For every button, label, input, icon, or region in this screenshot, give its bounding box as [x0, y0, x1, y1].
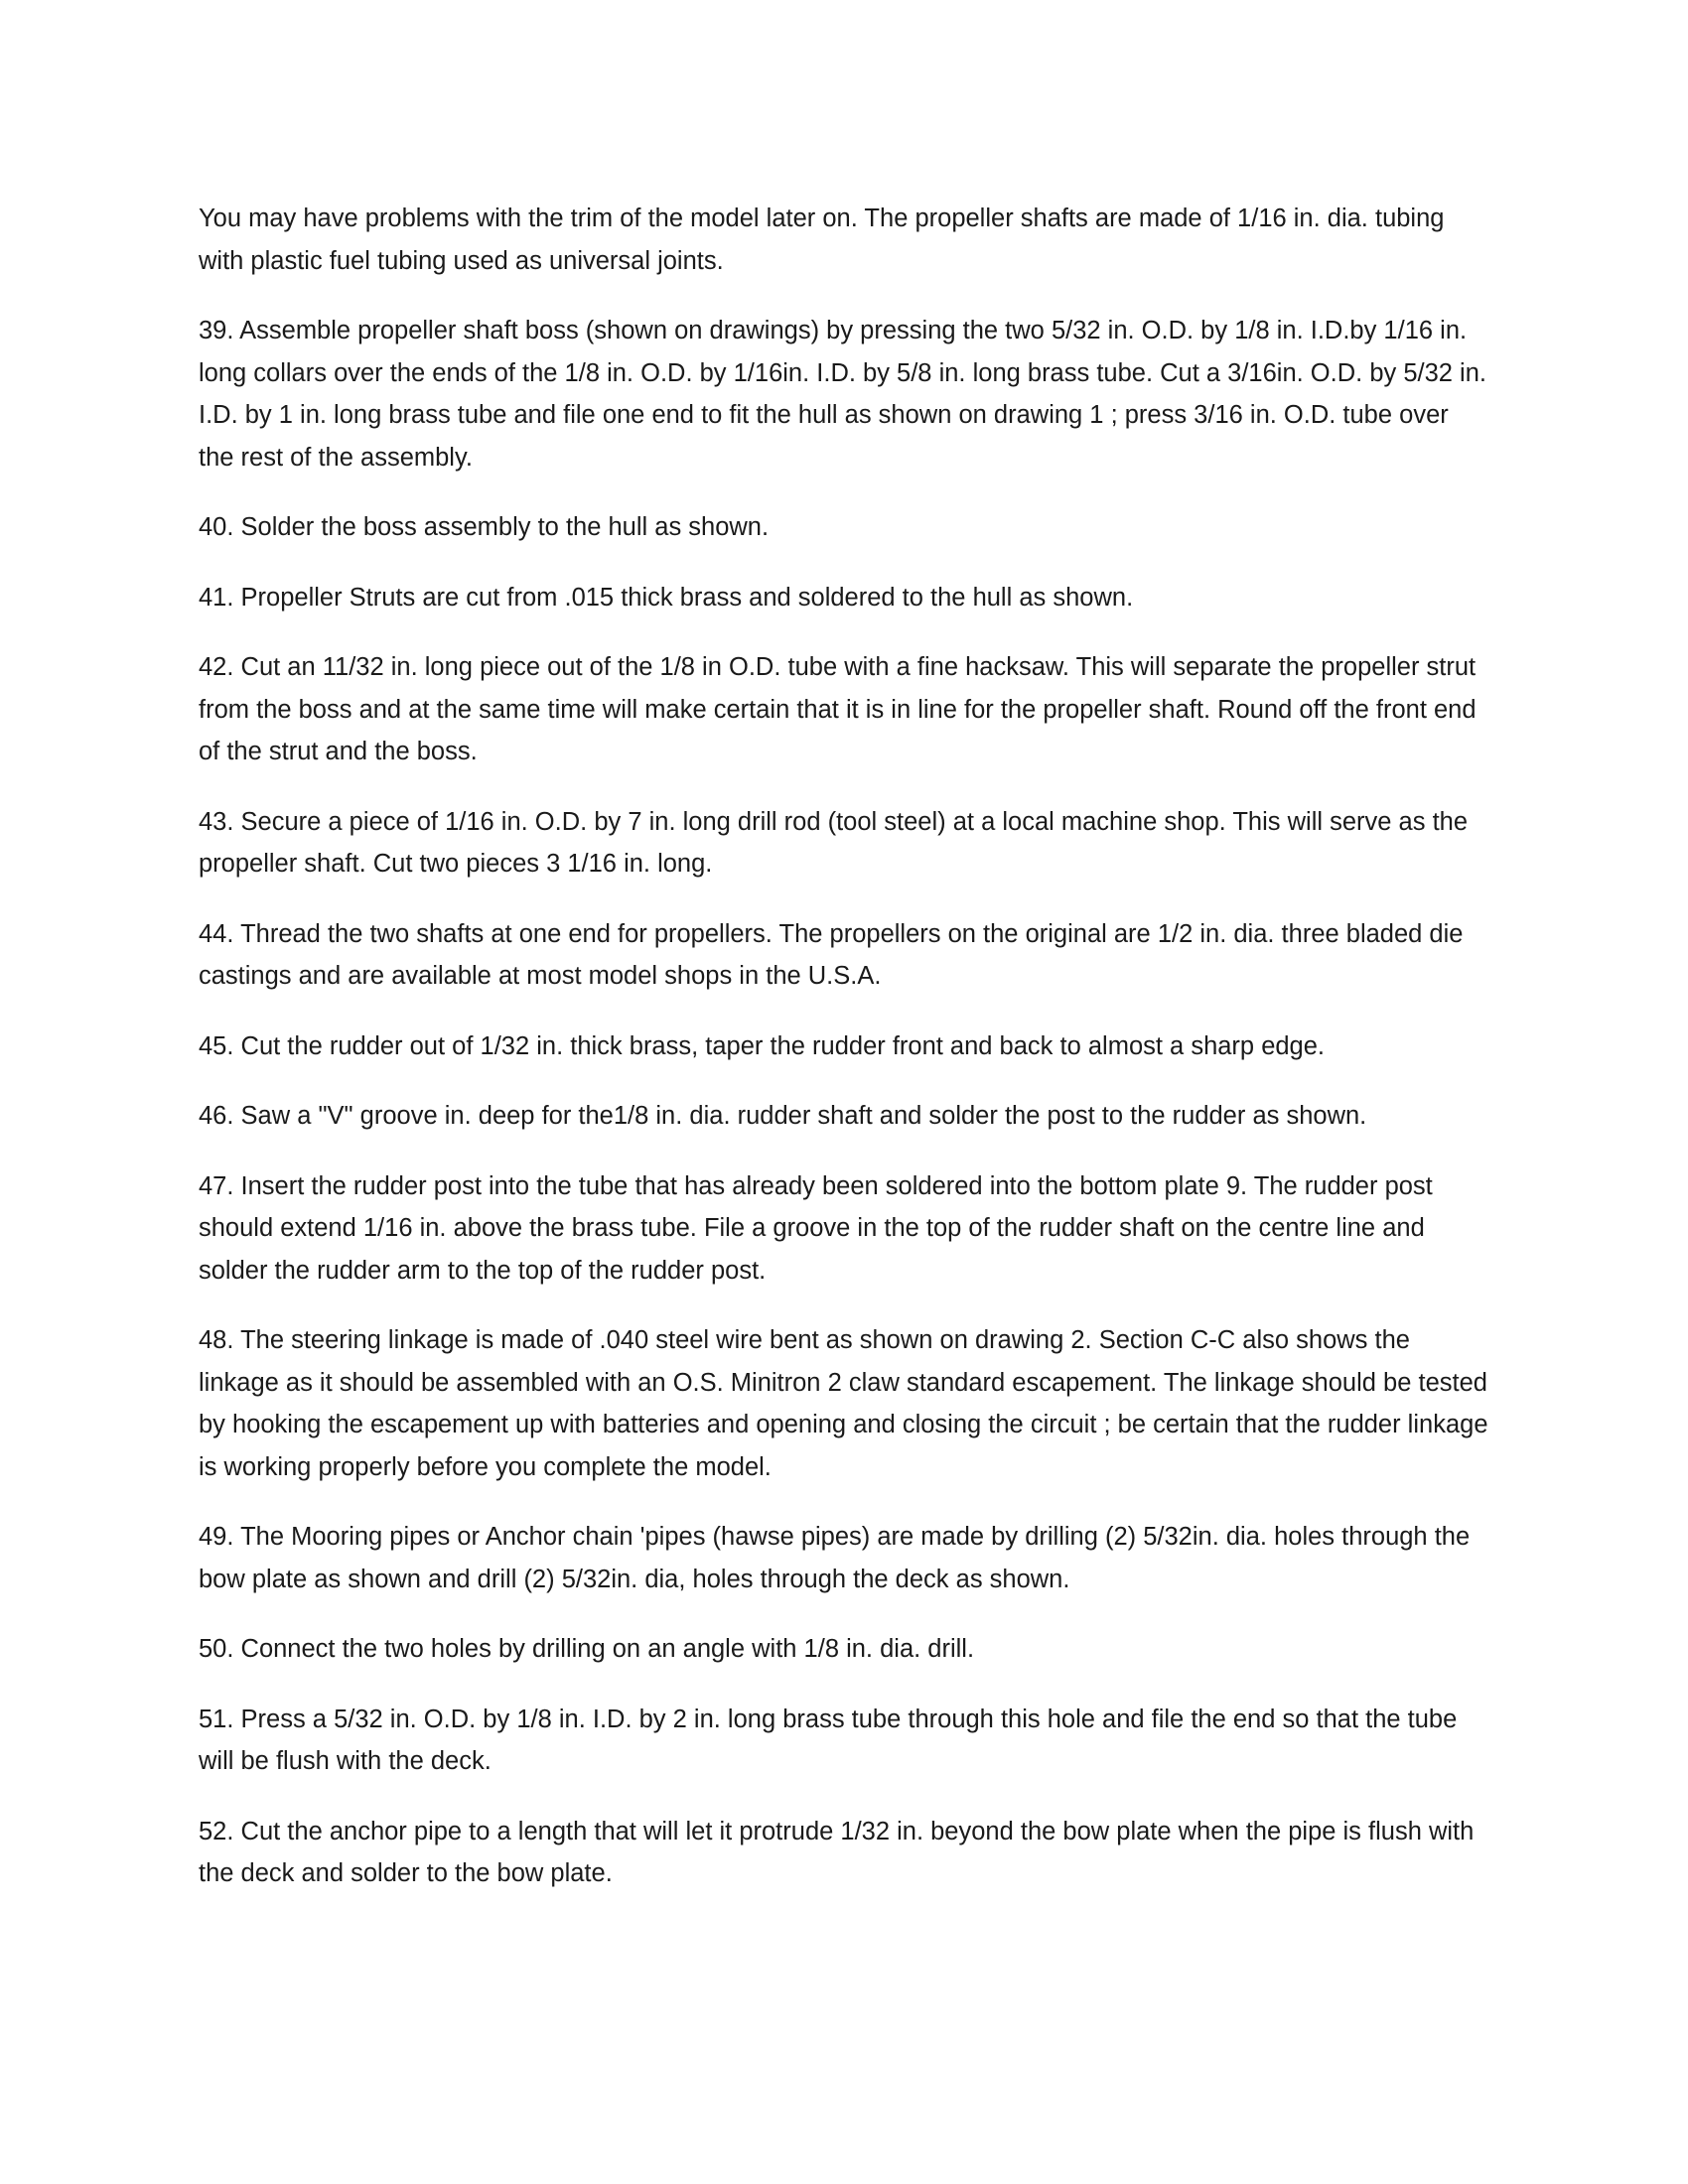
paragraph-step-49: 49. The Mooring pipes or Anchor chain 'pipes (hawse pipes) are made by drilling (2) 5/32in. dia. holes through the bow plate as shown and drill (2) 5/32in. dia, holes through the deck as shown.: [199, 1523, 1471, 1593]
paragraph-step-40: 40. Solder the boss assembly to the hull as shown.: [199, 513, 770, 541]
paragraph-step-48: 48. The steering linkage is made of .040 steel wire bent as shown on drawing 2. Section C-C also shows the linkage as it should be assembled with an O.S. Minitron 2 claw standard escapement. The linkage should be tested by hooking the escapement up with batteries and opening and closing the circuit ; be certain that the rudder linkage is working properly before you complete the model.: [199, 1326, 1488, 1481]
document-body: [199, 198, 1489, 1923]
paragraph-step-41: 41. Propeller Struts are cut from .015 thick brass and soldered to the hull as shown.: [199, 583, 1134, 612]
paragraph-step-47: 47. Insert the rudder post into the tube that has already been soldered into the bottom plate 9. The rudder post should extend 1/16 in. above the brass tube. File a groove in the top of the rudder shaft on the centre line and solder the rudder arm to the top of the rudder post.: [199, 1171, 1433, 1285]
paragraph-step-39: 39. Assemble propeller shaft boss (shown on drawings) by pressing the two 5/32 in. O.D. by 1/8 in. I.D.by 1/16 in. long collars over the ends of the 1/8 in. O.D. by 1/16in. I.D. by 5/8 in. long brass tube. Cut a 3/16in. O.D. by 5/32 in. I.D. by 1 in. long brass tube and file one end to fit the hull as shown on drawing 1 ; press 3/16 in. O.D. tube over the rest of the assembly.: [199, 317, 1486, 472]
paragraph-step-42: 42. Cut an 11/32 in. long piece out of the 1/8 in O.D. tube with a fine hacksaw. This will separate the propeller strut from the boss and at the same time will make certain that it is in line for the propeller shaft. Round off the front end of the strut and the boss.: [199, 653, 1477, 765]
paragraph-step-51: 51. Press a 5/32 in. O.D. by 1/8 in. I.D. by 2 in. long brass tube through this hole and file the end so that the tube will be flush with the deck.: [199, 1705, 1458, 1775]
paragraph-step-46: 46. Saw a "V" groove in. deep for the1/8 in. dia. rudder shaft and solder the post to the rudder as shown.: [199, 1102, 1367, 1130]
paragraph-step-50: 50. Connect the two holes by drilling on an angle with 1/8 in. dia. drill.: [199, 1635, 975, 1663]
paragraph-step-44: 44. Thread the two shafts at one end for propellers. The propellers on the original are 1/2 in. dia. three bladed die castings and are available at most model shops in the U.S.A.: [199, 919, 1464, 990]
paragraph-intro: You may have problems with the trim of the model later on. The propeller shafts are made of 1/16 in. dia. tubing with plastic fuel tubing used as universal joints.: [199, 205, 1445, 275]
paragraph-step-43: 43. Secure a piece of 1/16 in. O.D. by 7 in. long drill rod (tool steel) at a local machine shop. This will serve as the propeller shaft. Cut two pieces 3 1/16 in. long.: [199, 807, 1469, 878]
paragraph-step-52: 52. Cut the anchor pipe to a length that will let it protrude 1/32 in. beyond the bow plate when the pipe is flush with the deck and solder to the bow plate.: [199, 1817, 1475, 1887]
paragraph-step-45: 45. Cut the rudder out of 1/32 in. thick brass, taper the rudder front and back to almost a sharp edge.: [199, 1031, 1326, 1060]
